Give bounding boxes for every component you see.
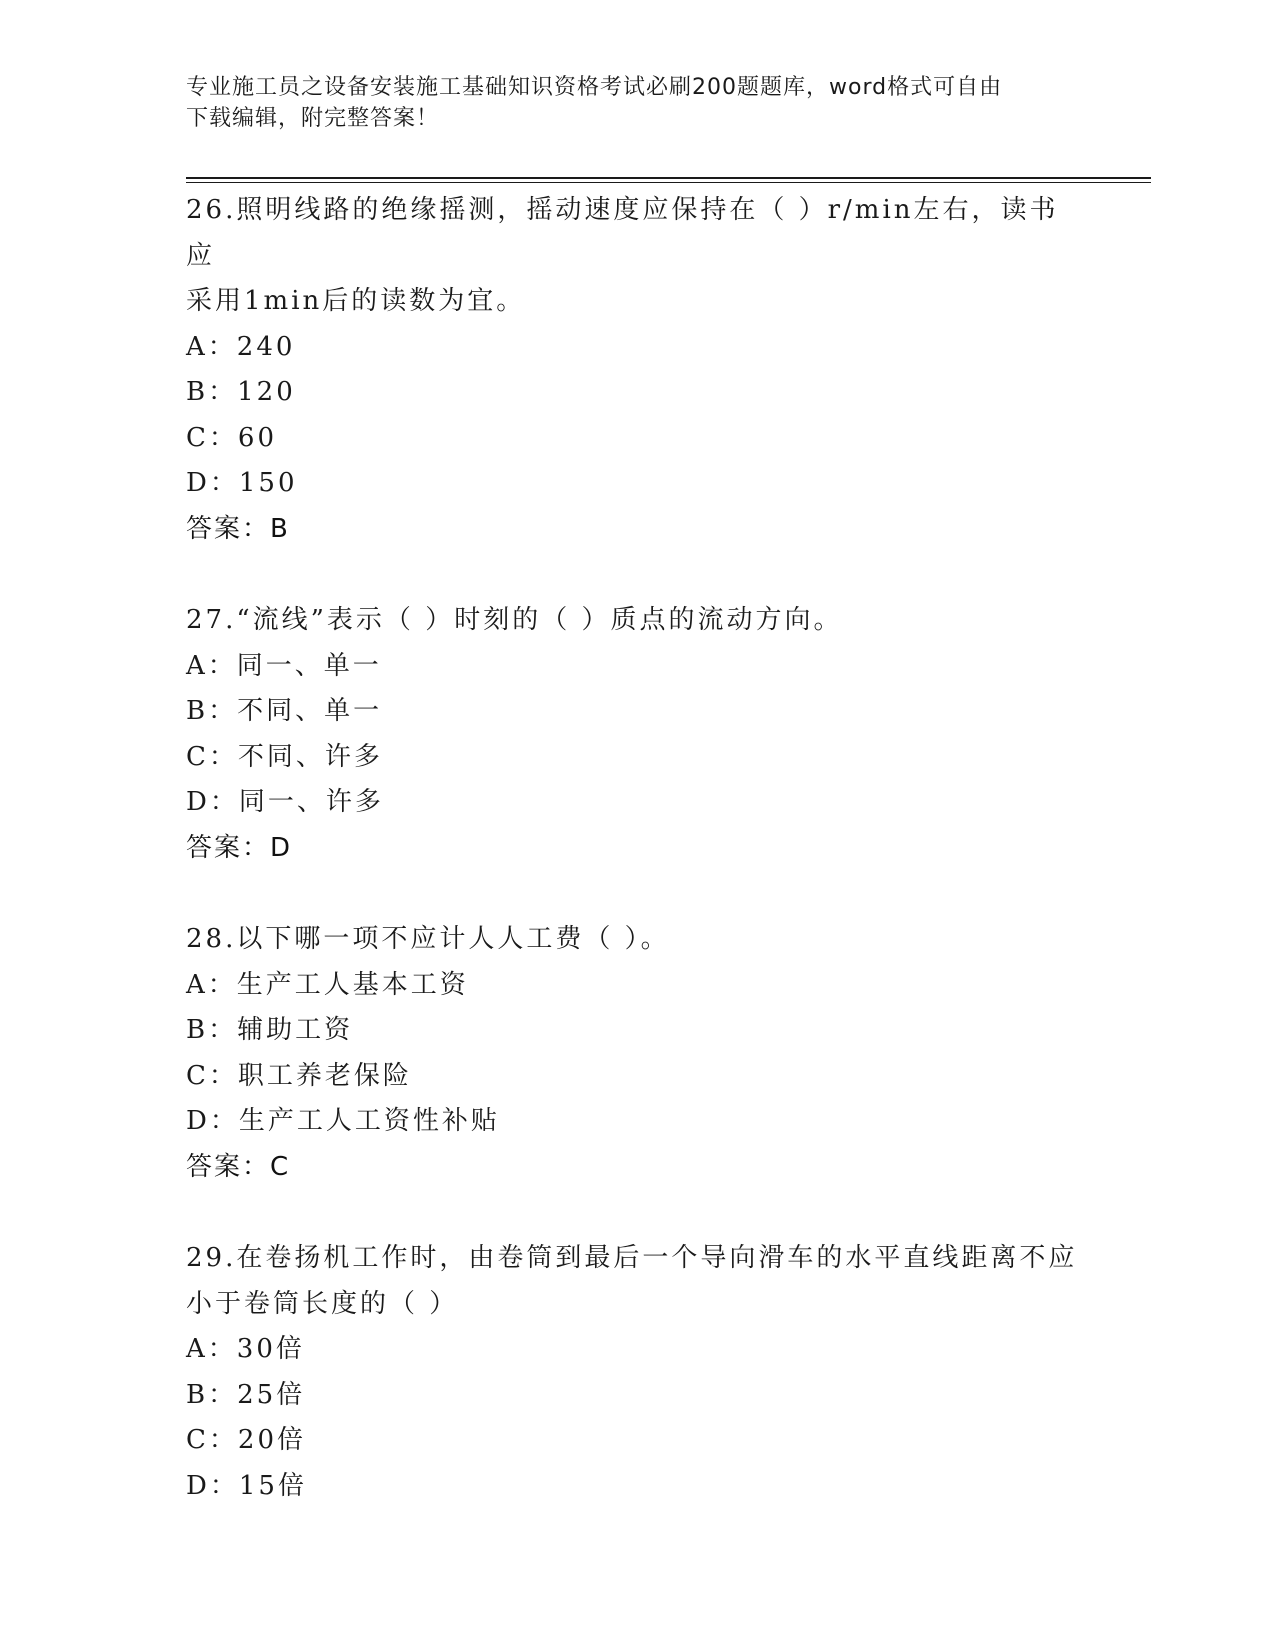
option-value: 60 [237, 422, 277, 453]
option-value: 不同、许多 [237, 741, 383, 772]
option-key: D： [186, 1470, 239, 1501]
option-value: 20倍 [237, 1425, 306, 1455]
answer-line: 答案：B [186, 513, 290, 544]
option-d [186, 461, 1086, 507]
option-value: 同一、许多 [238, 787, 384, 817]
header-divider-thick [186, 177, 1151, 179]
option-key: B： [186, 1015, 238, 1045]
option-key: A： [186, 969, 237, 1000]
question-list [186, 188, 1086, 1555]
option-c [186, 735, 1086, 781]
option-c [186, 416, 1086, 462]
option-key: B： [186, 1379, 238, 1410]
option-value: 生产工人工资性补贴 [238, 1106, 500, 1136]
option-value: 240 [236, 331, 296, 362]
option-b [186, 370, 1086, 416]
option-key: A： [186, 1334, 237, 1364]
option-key: A： [186, 331, 237, 362]
header-divider-thin [186, 182, 1151, 183]
option-a [186, 963, 1086, 1009]
question-text: 26.照明线路的绝缘摇测，摇动速度应保持在（ ）r/min左右，读书应 [186, 195, 1059, 271]
option-d [186, 780, 1086, 826]
option-key: C： [186, 1425, 238, 1455]
header-line-1: 专业施工员之设备安装施工基础知识资格考试必刷200题题库，word格式可自由 [186, 75, 1003, 100]
option-value: 不同、单一 [237, 696, 383, 726]
document-header [186, 72, 1086, 134]
option-value: 同一、单一 [236, 650, 382, 681]
option-b [186, 1008, 1086, 1054]
option-a [186, 325, 1086, 371]
option-b [186, 689, 1086, 735]
question-text: 28.以下哪一项不应计人人工费（ ）。 [186, 924, 670, 954]
question-text: 采用1min后的读数为宜。 [186, 286, 526, 316]
option-a [186, 1327, 1086, 1373]
option-key: C： [186, 1060, 238, 1091]
option-b [186, 1373, 1086, 1419]
question-text: 29.在卷扬机工作时，由卷筒到最后一个导向滑车的水平直线距离不应 [186, 1243, 1078, 1273]
question-29 [186, 1236, 1086, 1509]
answer-line: 答案：D [186, 832, 293, 863]
option-key: C： [186, 422, 238, 453]
option-value: 生产工人基本工资 [236, 969, 469, 1000]
answer-line: 答案：C [186, 1151, 291, 1182]
question-27 [186, 598, 1086, 871]
option-key: D： [186, 1106, 239, 1136]
option-value: 30倍 [236, 1334, 305, 1364]
option-value: 25倍 [237, 1379, 306, 1410]
option-d [186, 1099, 1086, 1145]
option-a [186, 644, 1086, 690]
question-text: 小于卷筒长度的（ ） [186, 1288, 459, 1319]
option-key: B： [186, 696, 238, 726]
question-28 [186, 917, 1086, 1190]
option-value: 15倍 [238, 1470, 307, 1501]
option-value: 120 [237, 377, 296, 407]
option-value: 辅助工资 [237, 1015, 354, 1045]
option-c [186, 1418, 1086, 1464]
option-key: A： [186, 650, 237, 681]
option-c [186, 1054, 1086, 1100]
question-text: 27.“流线”表示（ ）时刻的（ ）质点的流动方向。 [186, 605, 843, 635]
option-value: 150 [238, 468, 298, 498]
option-key: D： [186, 468, 239, 498]
option-d [186, 1464, 1086, 1510]
option-key: B： [186, 377, 238, 407]
option-value: 职工养老保险 [237, 1060, 412, 1091]
header-line-2: 下载编辑，附完整答案！ [186, 106, 440, 131]
option-key: D： [186, 787, 239, 817]
option-key: C： [186, 741, 238, 772]
question-26 [186, 188, 1086, 552]
